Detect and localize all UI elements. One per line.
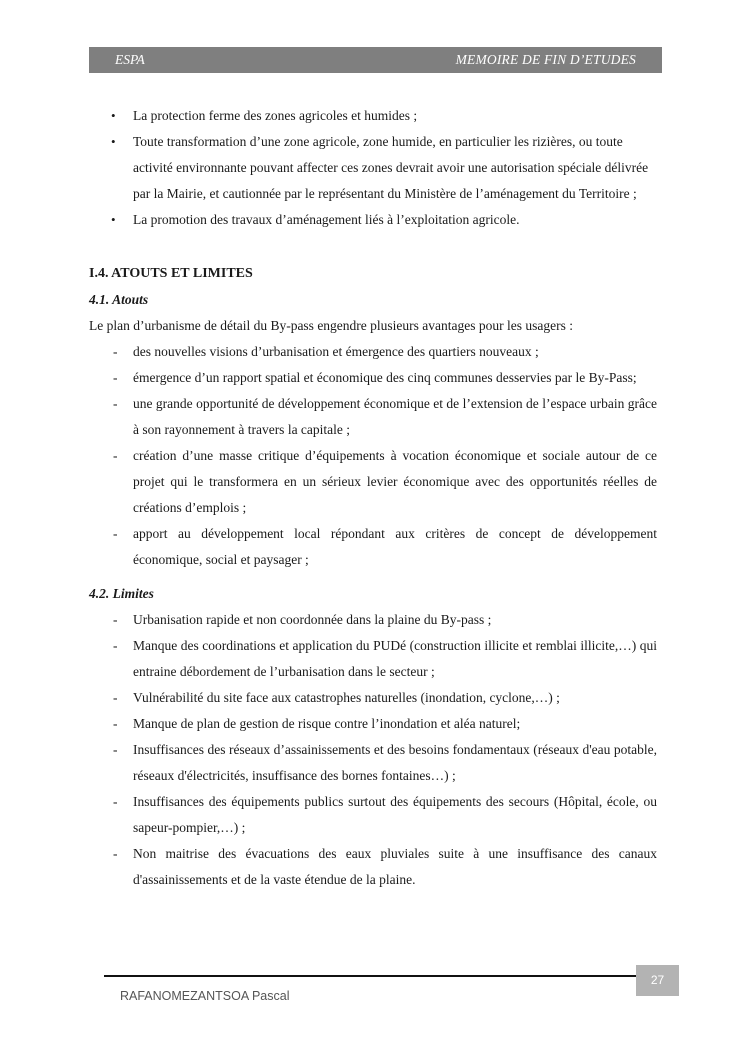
subsection-heading-limites: 4.2. Limites: [89, 586, 154, 601]
atouts-item: - des nouvelles visions d’urbanisation et émergence des quartiers nouveaux ;: [89, 339, 657, 365]
bullet-item: • La promotion des travaux d’aménagement liés à l’exploitation agricole.: [89, 207, 657, 233]
page-body: [89, 103, 657, 893]
limites-item: - Non maitrise des évacuations des eaux pluviales suite à une insuffisance des canaux d'assainissements et de la vaste étendue de la plaine.: [89, 841, 657, 893]
page-header: [89, 47, 662, 73]
limites-item: - Insuffisances des réseaux d’assainissements et des besoins fondamentaux (réseaux d'eau potable, réseaux d'électricités, insuffisance des bornes fontaines…) ;: [89, 737, 657, 789]
limites-item: - Manque des coordinations et application du PUDé (construction illicite et remblai illicite,…) qui entraine débordement de l’urbanisation dans le secteur ;: [89, 633, 657, 685]
atouts-item: - une grande opportunité de développement économique et de l’extension de l’espace urbain grâce à son rayonnement à travers la capitale ;: [89, 391, 657, 443]
bullet-item: • Toute transformation d’une zone agricole, zone humide, en particulier les rizières, ou toute activité environnante pouvant affecter ces zones devrait avoir une autorisation spéciale délivrée par la Mairie, et cautionnée par le représentant du Ministère de l’aménagement du Territoire ;: [89, 129, 657, 207]
section-heading: I.4. ATOUTS ET LIMITES: [89, 266, 253, 281]
atouts-item: - émergence d’un rapport spatial et économique des cinq communes desservies par le By-Pass;: [89, 365, 657, 391]
subsection-heading-atouts: 4.1. Atouts: [89, 292, 149, 307]
footer-rule: [104, 975, 636, 977]
limites-item: - Insuffisances des équipements publics surtout des équipements des secours (Hôpital, école, ou sapeur-pompier,…) ;: [89, 789, 657, 841]
atouts-intro: Le plan d’urbanisme de détail du By-pass engendre plusieurs avantages pour les usagers :: [89, 318, 573, 333]
limites-item: - Vulnérabilité du site face aux catastrophes naturelles (inondation, cyclone,…) ;: [89, 685, 657, 711]
limites-item: - Manque de plan de gestion de risque contre l’inondation et aléa naturel;: [89, 711, 657, 737]
bullet-item: • La protection ferme des zones agricoles et humides ;: [89, 103, 657, 129]
limites-item: - Urbanisation rapide et non coordonnée dans la plaine du By-pass ;: [89, 607, 657, 633]
header-document-title: MEMOIRE DE FIN D’ETUDES: [455, 52, 636, 67]
header-school: ESPA: [115, 52, 145, 67]
footer-author: RAFANOMEZANTSOA Pascal: [120, 989, 290, 1003]
atouts-item: - création d’une masse critique d’équipements à vocation économique et sociale autour de ce projet qui le transformera en un sérieux levier économique avec des opportunités réelles de créations d’emplois ;: [89, 443, 657, 521]
atouts-item: - apport au développement local répondant aux critères de concept de développement économique, social et paysager ;: [89, 521, 657, 573]
page-number: 27: [636, 965, 679, 996]
